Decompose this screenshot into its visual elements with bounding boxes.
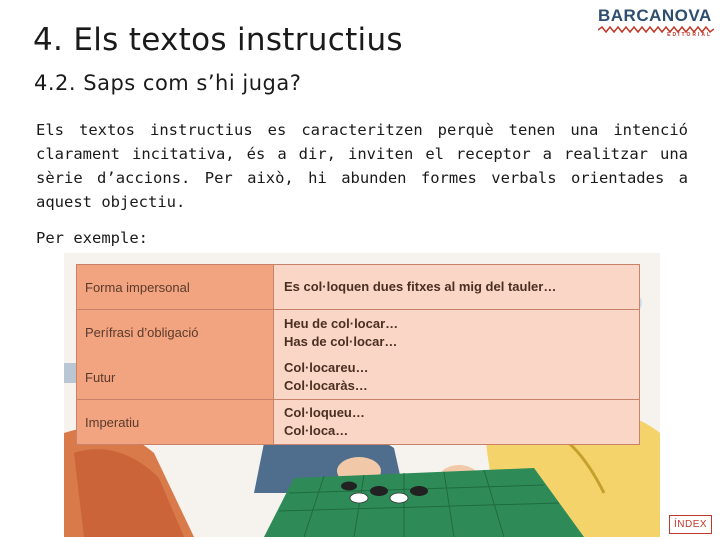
index-button[interactable]: ÍNDEX: [669, 515, 712, 534]
example-label: Per exemple:: [36, 229, 148, 247]
logo-subtext: EDITORIAL: [667, 32, 712, 38]
table-row-examples: Es col·loquen dues fitxes al mig del tauler…: [274, 265, 639, 310]
table-row-examples: Col·loqueu… Col·loca…: [274, 400, 639, 444]
page-title: 4. Els textos instructius: [33, 22, 403, 58]
table-row-label: Perífrasi d’obligació: [77, 310, 274, 355]
section-subtitle: 4.2. Saps com s’hi juga?: [34, 71, 302, 95]
publisher-logo: [598, 6, 714, 38]
table-row-label: Futur: [77, 355, 274, 400]
table-row-examples: Col·locareu… Col·locaràs…: [274, 355, 639, 400]
table-row-label: Imperatiu: [77, 400, 274, 444]
logo-wordmark: BARCANOVA: [598, 6, 712, 25]
body-paragraph: Els textos instructius es caracteritzen perquè tenen una intenció clarament incitativa, és a dir, inviten el receptor a realitzar una sèrie d’accions. Per això, hi abunden formes verbals orientades a aquest objectiu.: [36, 121, 688, 211]
table-row-label: Forma impersonal: [77, 265, 274, 310]
verb-forms-table: [76, 264, 640, 445]
table-row-examples: Heu de col·locar… Has de col·locar…: [274, 310, 639, 355]
